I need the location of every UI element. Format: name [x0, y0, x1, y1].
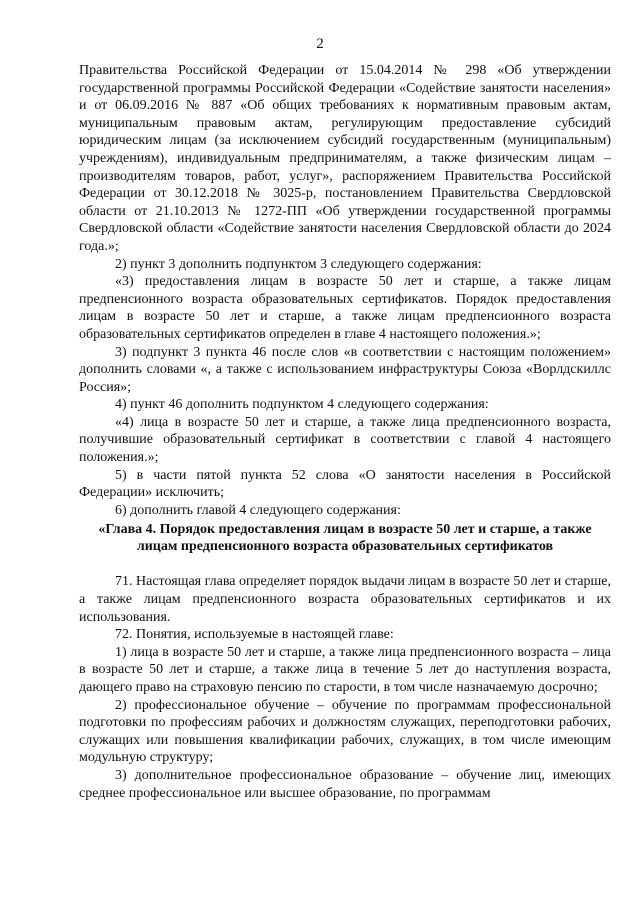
paragraph: «4) лица в возрасте 50 лет и старше, а также лица предпенсионного возраста, получившие образовательный сертификат в соответствии с главой 4 настоящего положения.»;	[79, 414, 611, 466]
paragraph: 3) дополнительное профессиональное образование – обучение лиц, имеющих среднее профессиональное или высшее образование, по программам	[79, 767, 611, 801]
paragraph: 2) профессиональное обучение – обучение по программам профессиональной подготовки по профессиям рабочих и должностям служащих, переподготовки рабочих, служащих или повышения квалификации рабочих, служащих, в том числе имеющим модульную структуру;	[79, 697, 611, 766]
paragraph: 71. Настоящая глава определяет порядок выдачи лицам в возрасте 50 лет и старше, а также лицам предпенсионного возраста образовательных сертификатов и их использования.	[79, 574, 611, 625]
paragraph: 72. Понятия, используемые в настоящей главе:	[115, 627, 394, 643]
paragraph: «3) предоставления лицам в возрасте 50 лет и старше, а также лицам предпенсионного возраста образовательных сертификатов. Порядок предоставления лицам в возрасте 50 лет и старше, а также лицам предпенсионного возраста образовательных сертификатов определен в главе 4 настоящего положения.»;	[79, 274, 611, 342]
paragraph: 2) пункт 3 дополнить подпунктом 3 следующего содержания:	[115, 256, 482, 272]
paragraph: 5) в части пятой пункта 52 слова «О занятости населения в Российской Федерации» исключить;	[79, 467, 611, 501]
paragraph: Правительства Российской Федерации от 15.04.2014 № 298 «Об утверждении государственной программы Российской Федерации «Содействие занятости населения» и от 06.09.2016 № 887 «Об общих требованиях к нормативным правовым актам, муниципальным правовым актам, регулирующим предоставление субсидий юридическим лицам (за исключением субсидий государственным (муниципальным) учреждениям), индивидуальным предпринимателям, а также физическим лицам – производителям товаров, работ, услуг», распоряжением Правительства Российской Федерации от 30.12.2018 № 3025-р, постановлением Правительства Свердловской области от 21.10.2013 № 1272-ПП «Об утверждении государственной программы Свердловской области «Содействие занятости населения Свердловской области до 2024 года.»;	[79, 63, 611, 254]
paragraph: 1) лица в возрасте 50 лет и старше, а также лица предпенсионного возраста – лица в возрасте 50 лет и старше, а также лица в течение 5 лет до наступления возраста, дающего право на страховую пенсию по старости, в том числе назначаемую досрочно;	[79, 644, 611, 695]
paragraph: 3) подпункт 3 пункта 46 после слов «в соответствии с настоящим положением» дополнить словами «, а также с использованием инфраструктуры Союза «Ворлдскиллс Россия»;	[79, 344, 611, 395]
chapter-heading: «Глава 4. Порядок предоставления лицам в возрасте 50 лет и старше, а также лицам предпенсионного возраста образовательных сертификатов	[98, 522, 592, 555]
page-number: 2	[316, 36, 324, 52]
paragraph: 6) дополнить главой 4 следующего содержания:	[115, 502, 401, 518]
document-body	[79, 62, 611, 802]
paragraph: 4) пункт 46 дополнить подпунктом 4 следующего содержания:	[115, 397, 489, 413]
